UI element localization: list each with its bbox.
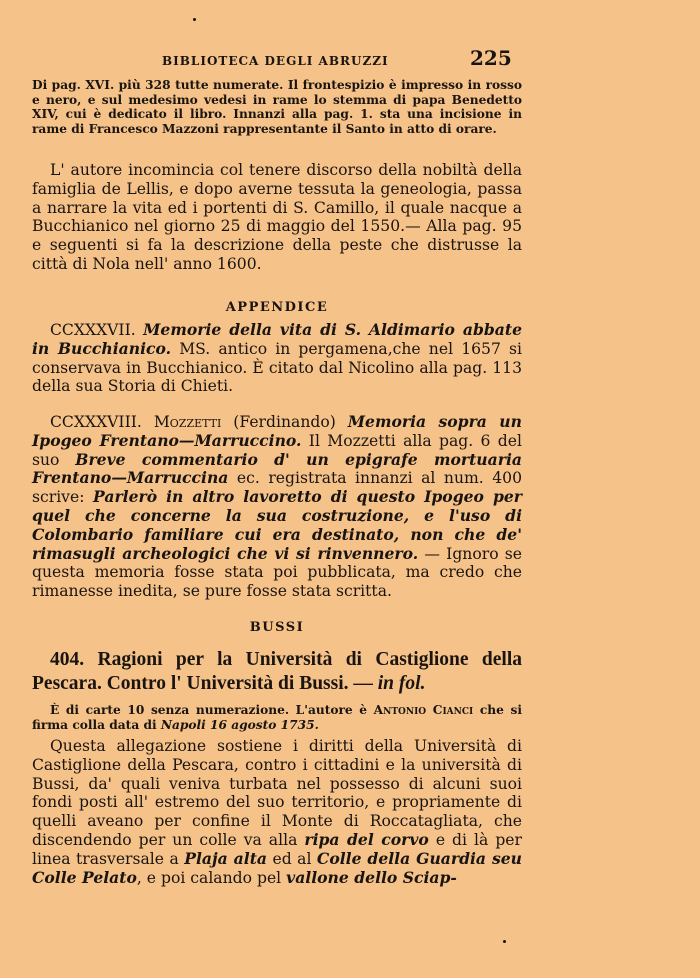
entry-238 xyxy=(32,413,522,601)
entry-404-title xyxy=(32,648,522,696)
entry-238-text-c: — Ignoro se questa memoria fosse stata poi pubblicata, ma credo che rimanesse inedita, se pure fosse stata scritta. xyxy=(32,544,522,601)
entry-237-number: CCXXXVII. xyxy=(50,321,136,339)
entry-237-title: Memorie della vita di S. Aldimario abbate in Bucchianico. xyxy=(32,320,522,358)
entry-404-body xyxy=(32,737,522,887)
entry-404-author: Antonio Cianci xyxy=(373,703,474,717)
bussi-heading: BUSSI xyxy=(249,620,305,635)
book-page xyxy=(32,0,672,978)
page-header xyxy=(32,46,522,72)
entry-238-number: CCXXXVIII. xyxy=(50,413,142,431)
place-vallone: vallone dello Sciap- xyxy=(286,867,457,887)
entry-404-body-a: Questa allegazione sostiene i diritti della Università di Castiglione della Pescara, contro i cittadini e la università di Bussi, da' quali veniva turbata nel possesso di alcuni suoi fondi posti all' estremo del suo territorio, e propriamente di quelli aveano per confine il Monte di Roccatagliata, che discendendo per un colle va alla xyxy=(32,737,522,849)
print-speck xyxy=(193,18,196,21)
place-colle-della-guardia: Colle della Guardia seu Colle Pelato xyxy=(32,848,522,887)
entry-238-text-b: ec. registrata innanzi al num. 400 scrive: xyxy=(32,469,522,507)
entry-238-text-a: Il Mozzetti alla pag. 6 del suo xyxy=(32,431,522,469)
running-title: BIBLIOTECA DEGLI ABRUZZI xyxy=(162,54,389,68)
entry-238-title: Memoria sopra un Ipogeo Frentano—Marruccino. xyxy=(32,412,522,450)
appendice-heading: APPENDICE xyxy=(225,300,329,315)
entry-404-title-text: 404. Ragioni per la Università di Castiglione della Pescara. Contro l' Università di Bussi. — xyxy=(32,649,522,694)
print-speck xyxy=(503,940,506,943)
entry-237 xyxy=(32,321,522,396)
page-number: 225 xyxy=(470,46,512,70)
entry-237-text: MS. antico in pergamena,che nel 1657 si conservava in Bucchianico. È citato dal Nicolino alla pag. 113 della sua Storia di Chieti. xyxy=(32,339,522,396)
entry-238-quote: Parlerò in altro lavoretto di questo Ipogeo per quel che concerne la sua costruzione, e l'uso di Colombario familiare cui era destinato, non che de' rimasugli archeologici che vi si rinvennero. xyxy=(32,487,522,563)
place-ripa-del-corvo: ripa del corvo xyxy=(304,829,429,849)
entry-238-author: Mozzetti xyxy=(153,413,222,431)
place-plaja-alta: Plaja alta xyxy=(184,848,268,868)
entry-404-bibliographic-note xyxy=(32,703,522,732)
entry-404-note-b: che si firma colla data di xyxy=(32,703,522,732)
entry-238-author-given: (Ferdinando) xyxy=(233,413,336,431)
intro-body-paragraph: L' autore incomincia col tenere discorso della nobiltà della famiglia de Lellis, e dopo averne tessuta la geneologia, passa a narrare la vita ed i portenti di S. Camillo, il quale nacque a Bucchianico nel giorno 25 di maggio del 1550.— Alla pag. 95 e seguenti si fa la descrizione della peste che distrusse la città di Nola nell' anno 1600. xyxy=(32,161,522,273)
entry-404-note-a: È di carte 10 senza numerazione. L'autore è xyxy=(50,703,368,717)
intro-bibliographic-note: Di pag. XVI. più 328 tutte numerate. Il frontespizio è impresso in rosso e nero, e sul medesimo vedesi in rame lo stemma di papa Benedetto XIV, cui è dedicato il libro. Innanzi alla pag. 1. sta una incisione in rame di Francesco Mazzoni rappresentante il Santo in atto di orare. xyxy=(32,78,522,136)
entry-238-work: Breve commentario d' un epigrafe mortuaria Frentano—Marruccina xyxy=(32,449,522,488)
entry-404-body-c: ed al xyxy=(272,849,312,868)
entry-404-date: Napoli 16 agosto 1735. xyxy=(160,717,319,732)
entry-404-body-b: e di là per linea trasversale a xyxy=(32,830,522,868)
entry-404-body-d: , e poi calando pel xyxy=(136,868,282,887)
entry-404-format: in fol. xyxy=(377,673,426,694)
